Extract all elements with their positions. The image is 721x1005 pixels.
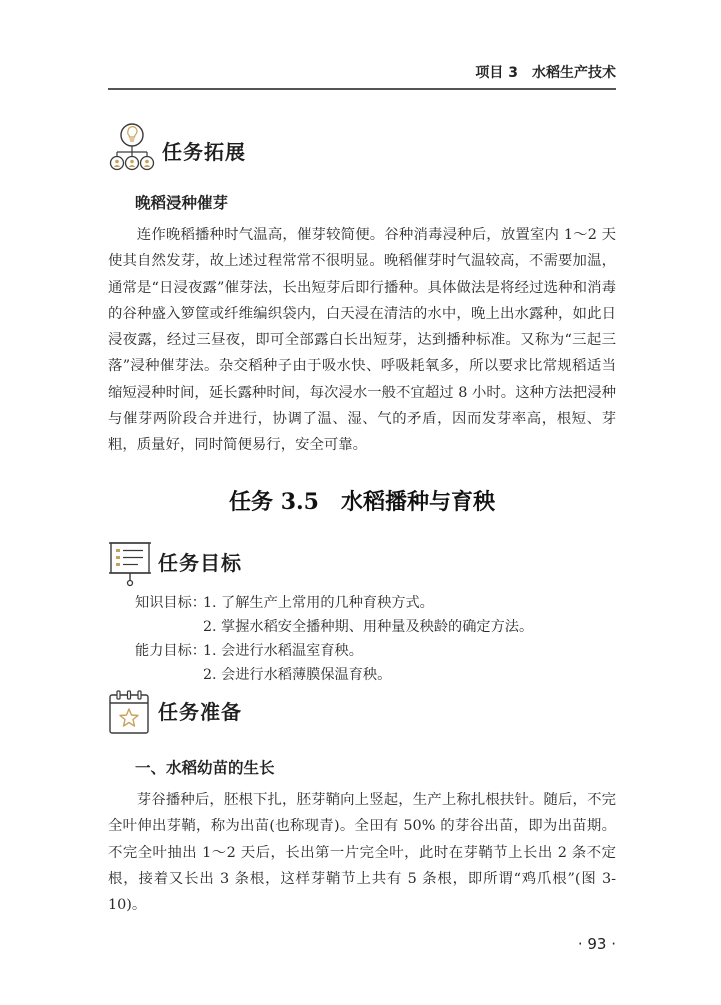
page-number: · 93 · (577, 935, 616, 953)
running-header: 项目 3 水稻生产技术 (475, 65, 616, 81)
knowledge-goal-2 (135, 615, 533, 639)
task-title: 任务 3.5 水稻播种与育秧 (229, 489, 495, 515)
goals-heading (108, 540, 242, 588)
knowledge-goal-1 (135, 591, 533, 615)
knowledge-goal-text: 1. 了解生产上常用的几种育秧方式。 (203, 595, 434, 611)
ability-goal-label: 能力目标： (135, 643, 206, 659)
extension-paragraph: 连作晚稻播种时气温高，催芽较简便。谷种消毒浸种后，放置室内 1～2 天使其自然发芽，故上述过程常常不很明显。晚稻催芽时气温较高，不需要加温，通常是“日浸夜露”催芽法，长出短芽后即行播种。具体做法是将经过选种和消毒的谷种盛入箩筐或纤维编织袋内，白天浸在清洁的水中，晚上出水露种，如此日浸夜露，经过三昼夜，即可全部露白长出短芽，达到播种标准。又称为“三起三落”浸种催芽法。杂交稻种子由于吸水快、呼吸耗氧多，所以要求比常规稻适当缩短浸种时间，延长露种时间，每次浸水一般不宜超过 8 小时。这种方法把浸种与催芽两阶段合并进行，协调了温、湿、气的矛盾，因而发芽率高，根短、芽粗，质量好，同时简便易行，安全可靠。 (108, 227, 616, 454)
prep-paragraph: 芽谷播种后，胚根下扎，胚芽鞘向上竖起，生产上称扎根扶针。随后，不完全叶伸出芽鞘，称为出苗(也称现青)。全田有 50% 的芽谷出苗，即为出苗期。不完全叶抽出 1～2 天后，长出第一片完全叶，此时在芽鞘节上长出 2 条不定根，接着又长出 3 条根，这样芽鞘节上共有 5 条根，即所谓“鸡爪根”(图 3-10)。 (108, 792, 616, 914)
presentation-board-icon (108, 540, 152, 588)
lightbulb-network-icon (108, 122, 156, 174)
goals-title: 任务目标 (158, 550, 242, 575)
calendar-star-icon (108, 688, 150, 736)
goals-list (135, 591, 533, 687)
ability-goal-text: 2. 会进行水稻薄膜保温育秧。 (203, 667, 392, 683)
header-rule (108, 88, 616, 90)
ability-goal-1 (135, 639, 533, 663)
prep-heading (108, 688, 242, 736)
extension-title: 任务拓展 (162, 139, 246, 164)
ability-goal-2 (135, 663, 533, 687)
knowledge-goal-label: 知识目标： (135, 595, 206, 611)
prep-title: 任务准备 (158, 699, 242, 724)
knowledge-goal-text: 2. 掌握水稻安全播种期、用种量及秧龄的确定方法。 (203, 619, 534, 635)
prep-subtitle: 一、水稻幼苗的生长 (135, 759, 275, 777)
extension-heading (108, 122, 246, 174)
extension-subtitle: 晚稻浸种催芽 (135, 194, 229, 212)
ability-goal-text: 1. 会进行水稻温室育秧。 (203, 643, 363, 659)
